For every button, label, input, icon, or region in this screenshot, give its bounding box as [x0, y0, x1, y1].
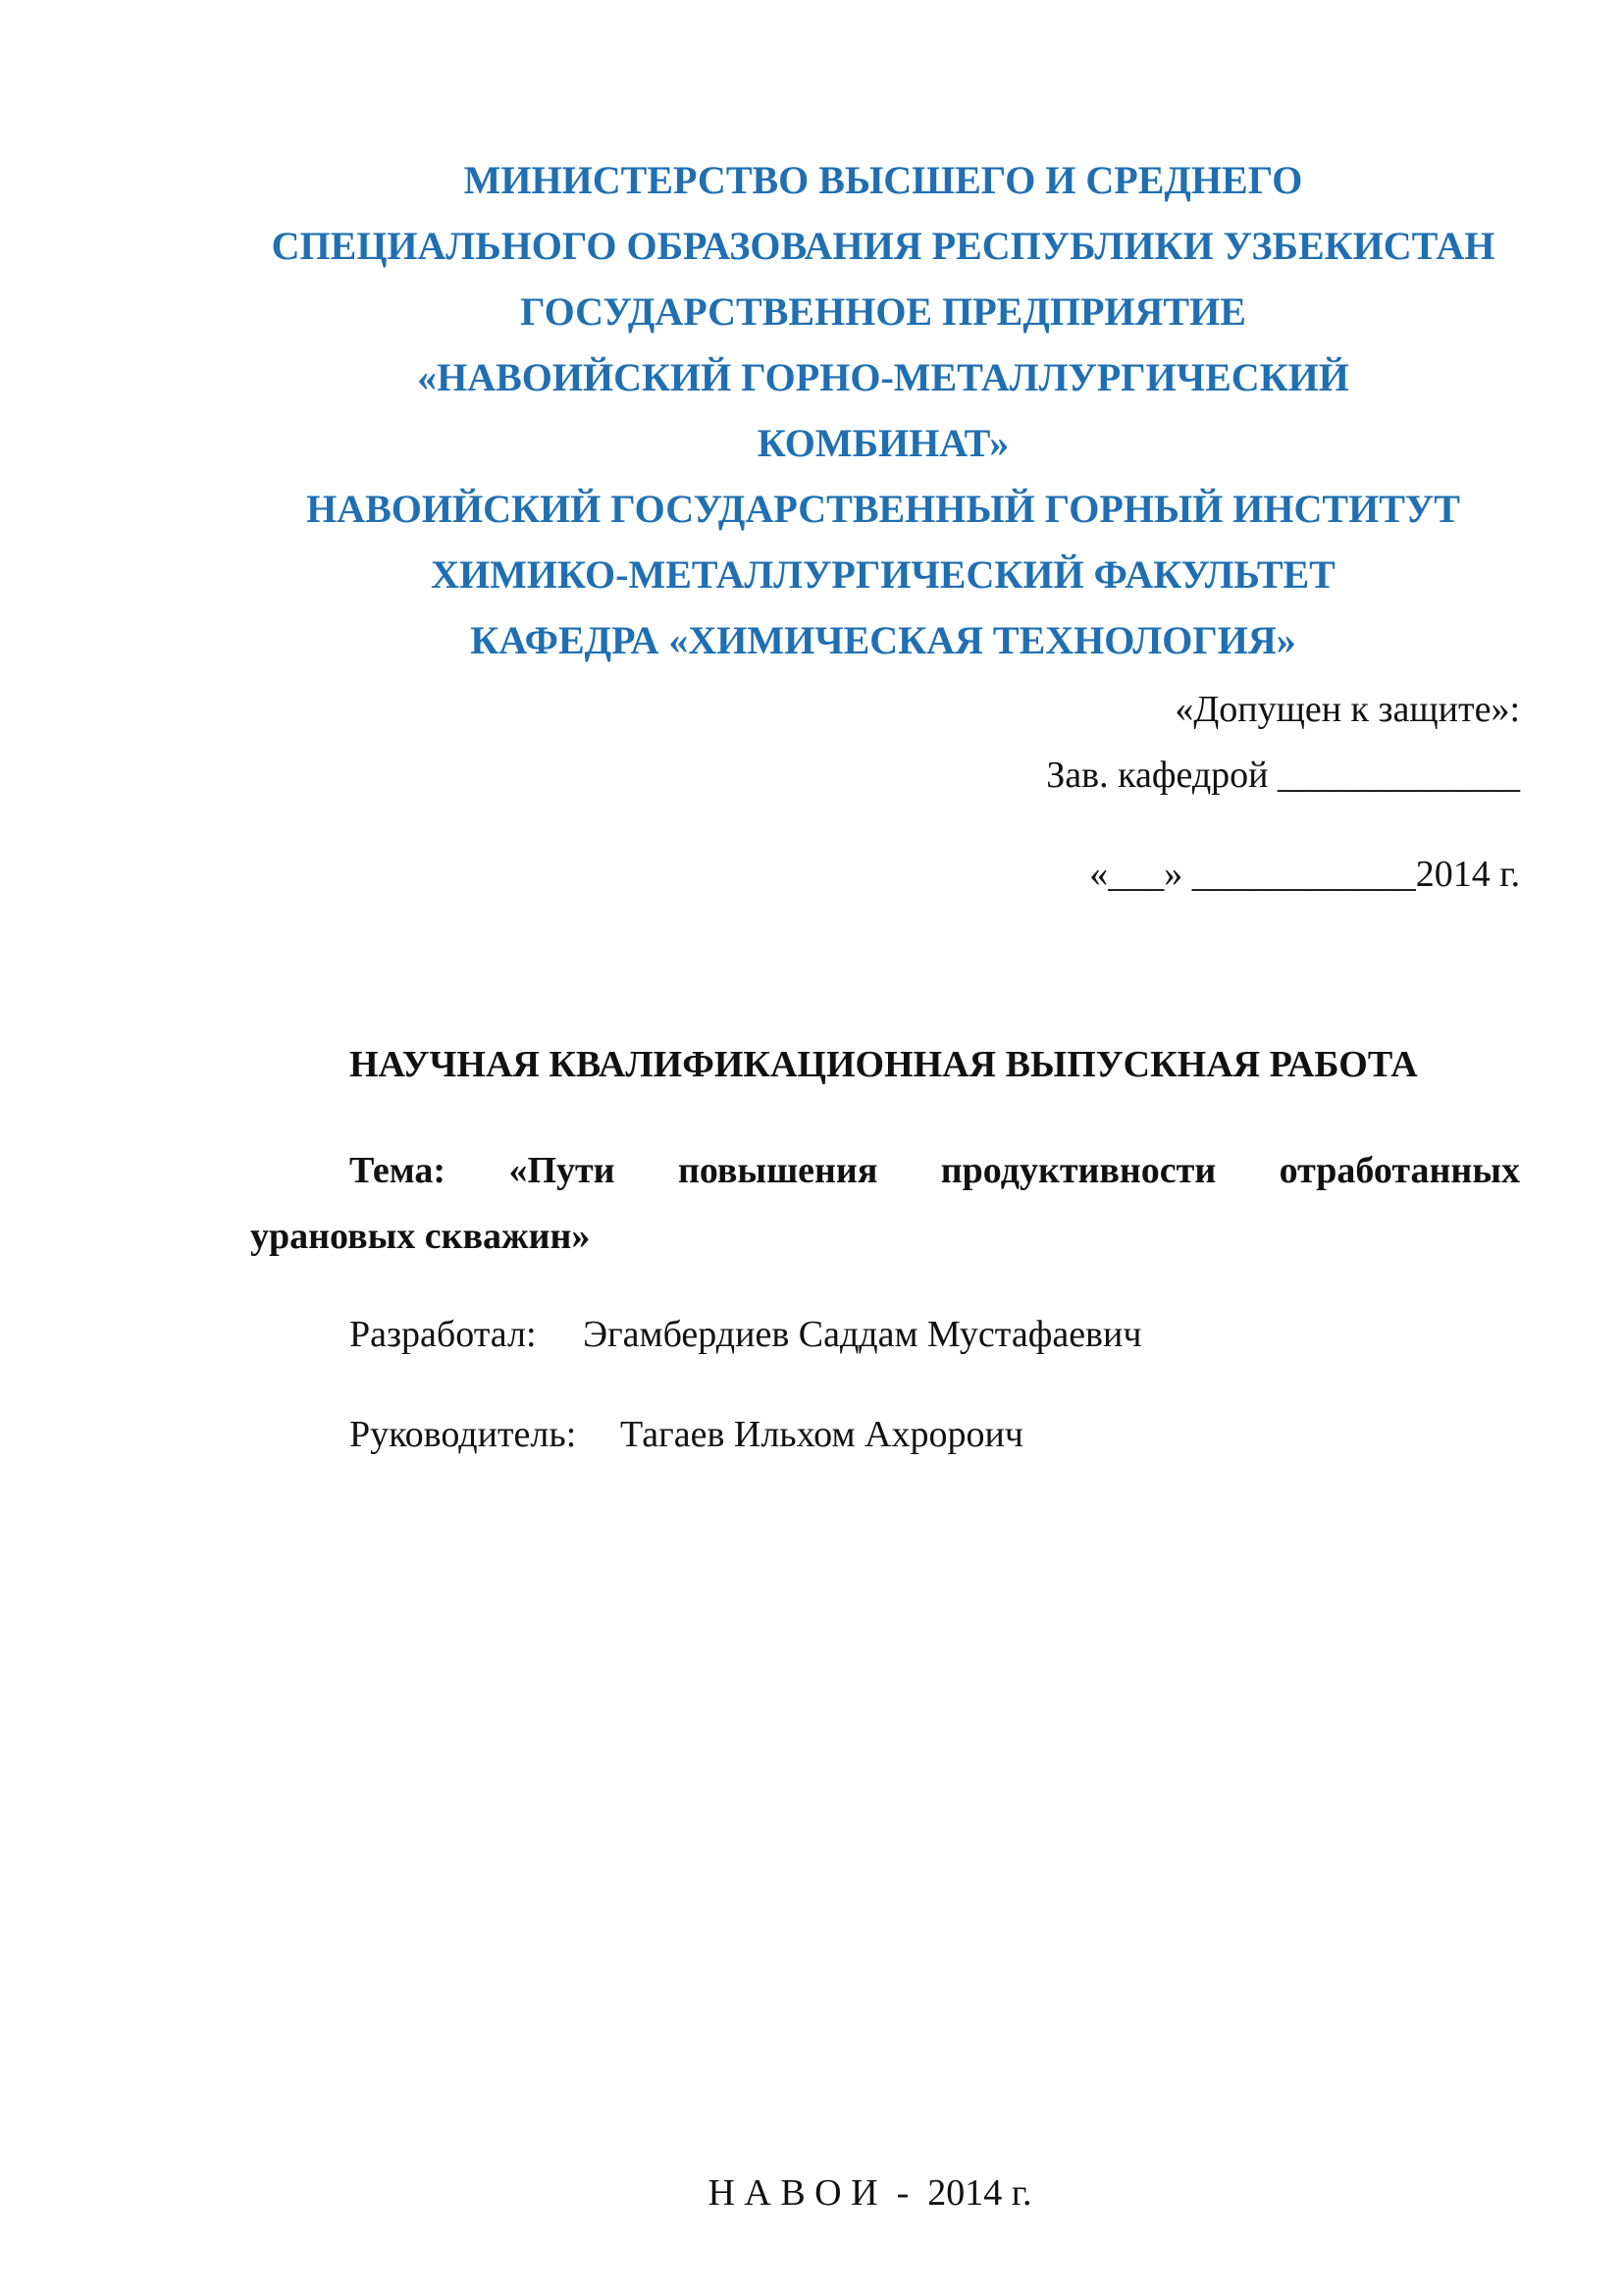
topic-line-2: урановых скважин» — [250, 1216, 591, 1257]
work-title: НАУЧНАЯ КВАЛИФИКАЦИОННАЯ ВЫПУСКНАЯ РАБОТА — [349, 1044, 1418, 1085]
supervisor-row — [349, 1405, 1023, 1464]
supervisor-label: Руководитель: — [349, 1414, 577, 1455]
admitted-to-defense: «Допущен к защите»: — [1175, 689, 1520, 730]
topic-word: Тема: — [349, 1150, 446, 1191]
footer-city-year: Н А В О И - 2014 г. — [707, 2172, 1032, 2214]
developer-name: Эгамбердиев Саддам Мустафаевич — [583, 1314, 1142, 1355]
header-line-faculty: ХИМИКО-МЕТАЛЛУРГИЧЕСКИЙ ФАКУЛЬТЕТ — [431, 552, 1336, 597]
footer — [0, 2105, 1624, 2281]
approval-date: «___» ____________2014 г. — [1089, 854, 1520, 895]
header-line-combine-end: КОМБИНАТ» — [757, 421, 1010, 465]
header-line-enterprise: ГОСУДАРСТВЕННОЕ ПРЕДПРИЯТИЕ — [520, 289, 1246, 334]
approval-block — [1046, 677, 1520, 908]
topic-word: продуктивности — [940, 1150, 1217, 1191]
head-of-department-signature: Зав. кафедрой _____________ — [1046, 755, 1520, 796]
work-topic — [250, 1138, 1520, 1270]
topic-word: «Пути — [508, 1150, 615, 1191]
header-line-ministry: МИНИСТЕРСТВО ВЫСШЕГО И СРЕДНЕГО — [463, 158, 1303, 202]
header-line-department: КАФЕДРА «ХИМИЧЕСКАЯ ТЕХНОЛОГИЯ» — [470, 618, 1296, 662]
developer-label: Разработал: — [349, 1314, 537, 1355]
header-line-education: СПЕЦИАЛЬНОГО ОБРАЗОВАНИЯ РЕСПУБЛИКИ УЗБЕКИСТАН — [271, 224, 1495, 268]
topic-line-1 — [250, 1138, 1520, 1204]
header-line-combine: «НАВОИЙСКИЙ ГОРНО-МЕТАЛЛУРГИЧЕСКИЙ — [417, 355, 1349, 399]
developer-row — [349, 1305, 1141, 1364]
topic-word: отработанных — [1279, 1150, 1520, 1191]
header-line-institute: НАВОИЙСКИЙ ГОСУДАРСТВЕННЫЙ ГОРНЫЙ ИНСТИТУТ — [306, 487, 1460, 531]
institution-header — [250, 147, 1516, 673]
topic-word: повышения — [677, 1150, 878, 1191]
supervisor-name: Тагаев Ильхом Ахророич — [620, 1414, 1023, 1455]
